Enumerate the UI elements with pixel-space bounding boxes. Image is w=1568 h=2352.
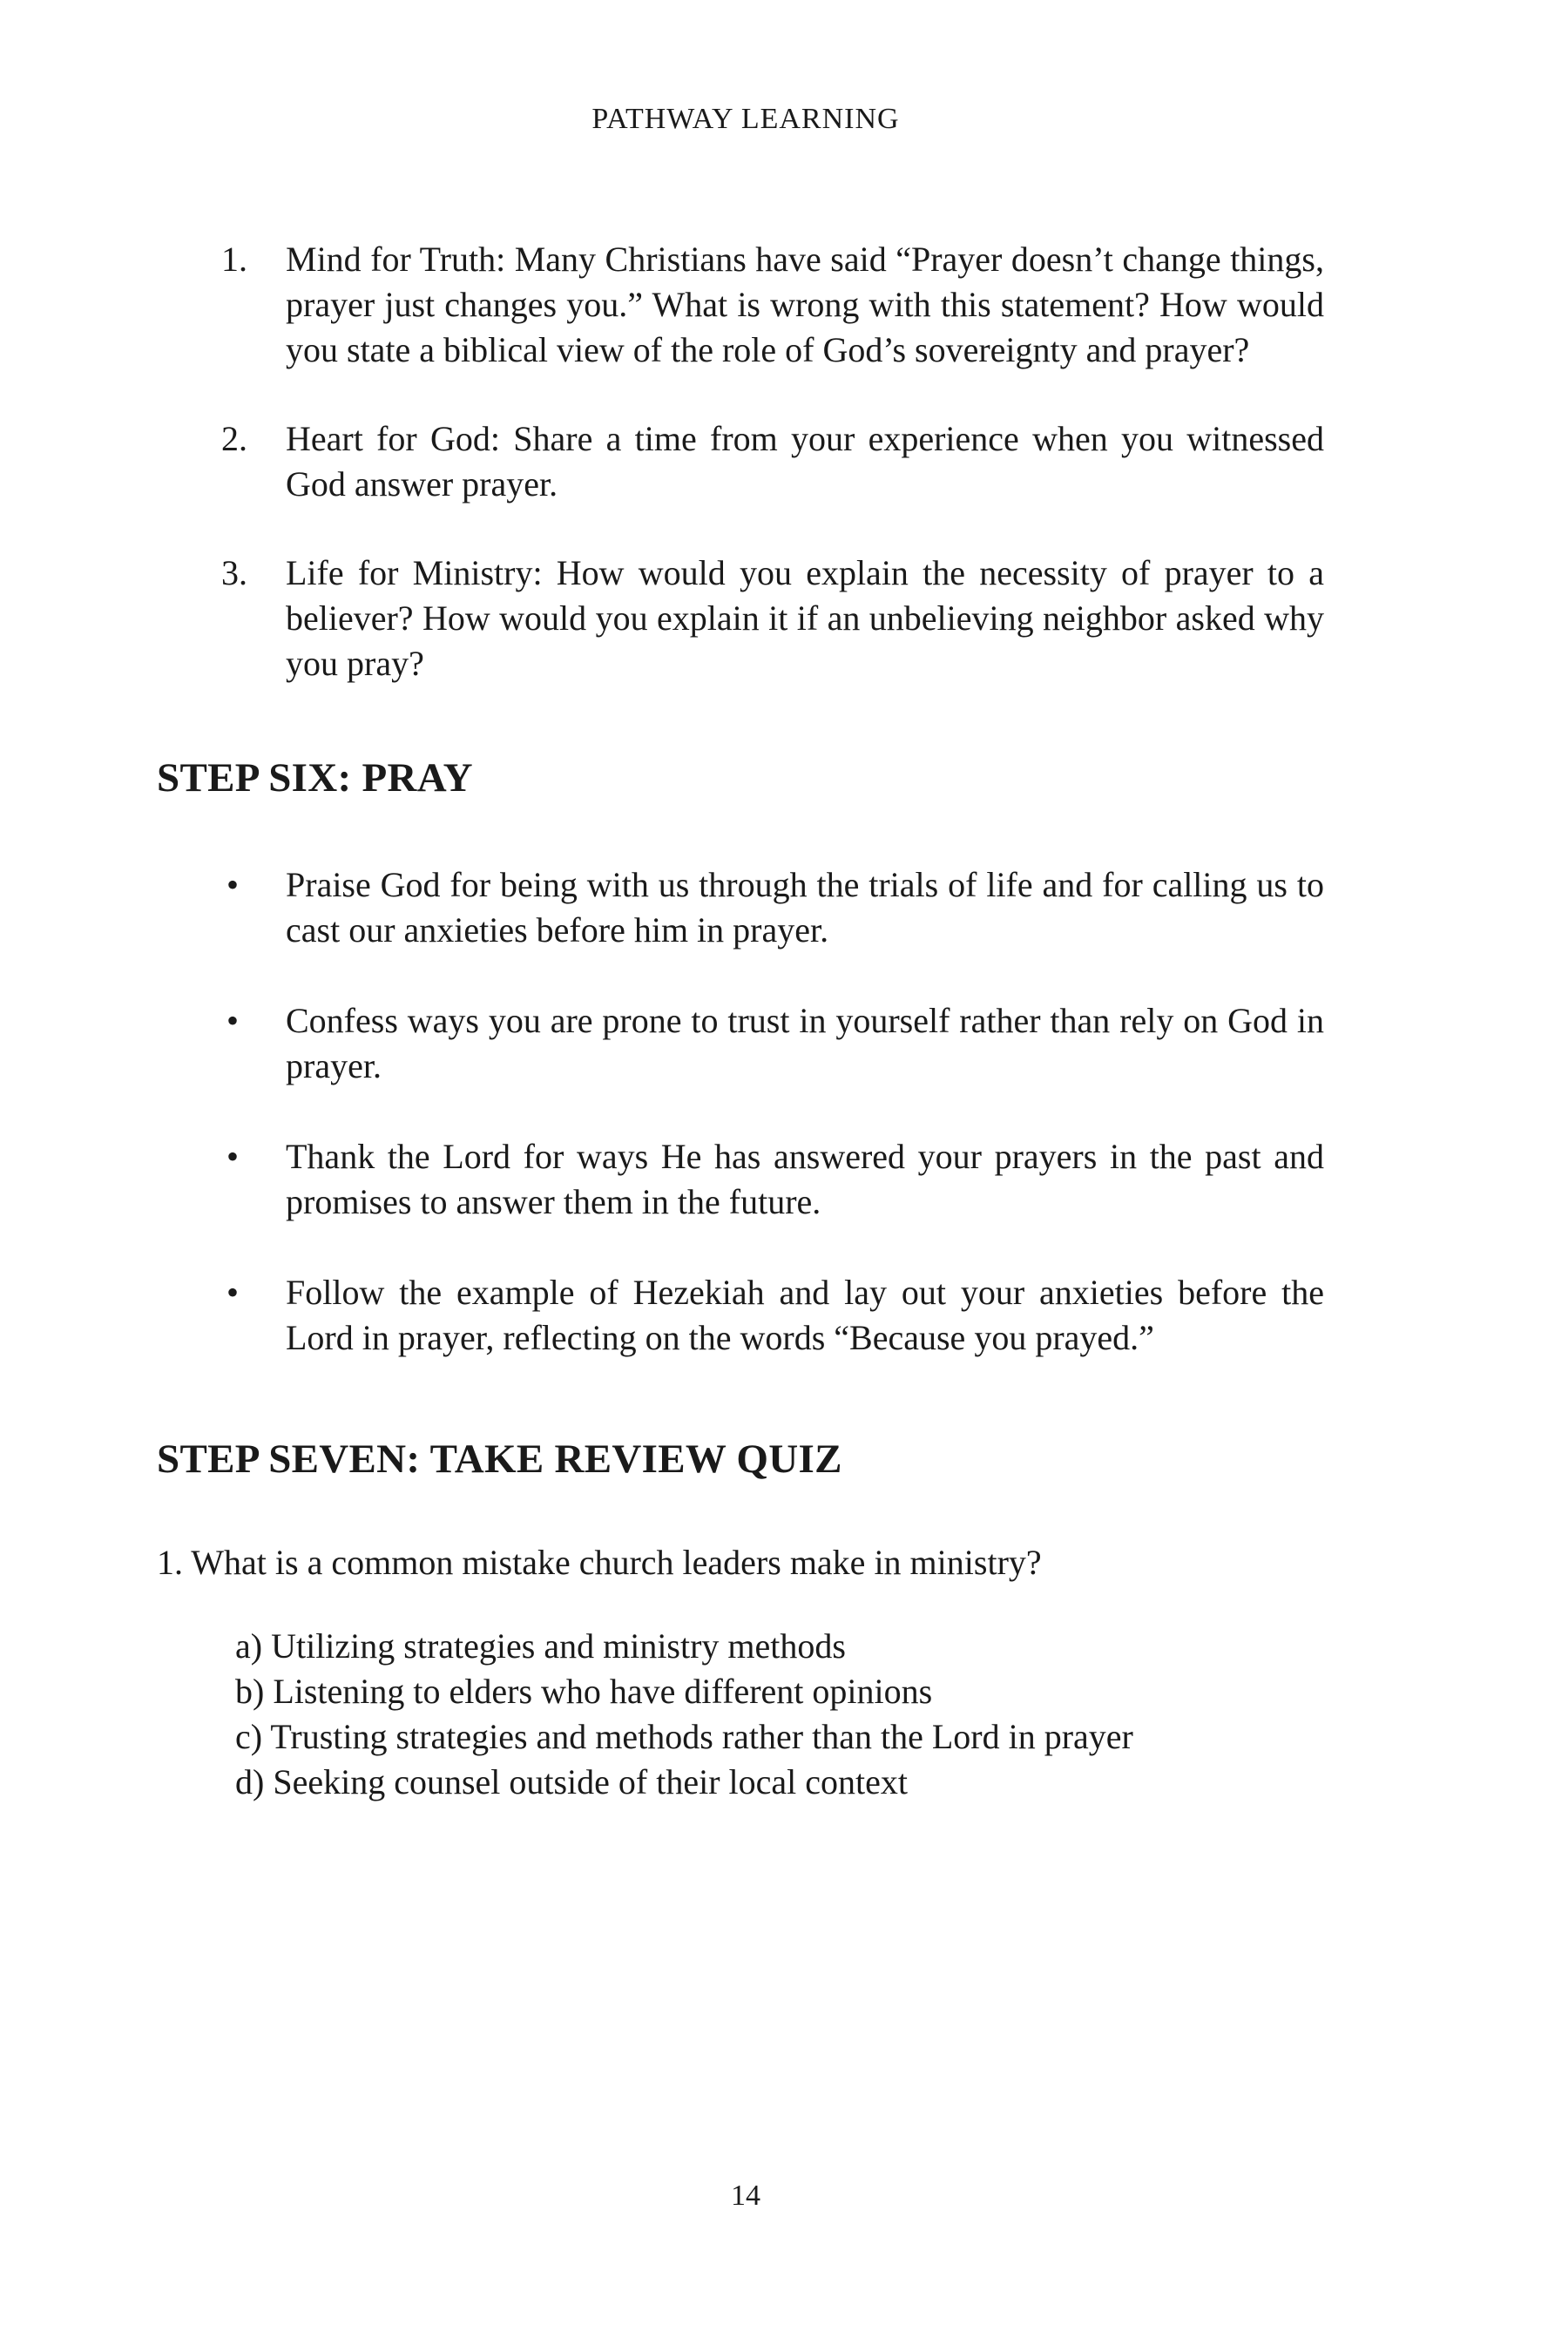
prayer-points bbox=[157, 862, 1324, 1361]
step-six-heading: STEP SIX: PRAY bbox=[157, 755, 473, 801]
prayer-point bbox=[157, 998, 1324, 1089]
bullet-icon: • bbox=[226, 1273, 240, 1312]
running-head: PATHWAY LEARNING bbox=[591, 103, 900, 135]
prayer-point-text: Confess ways you are prone to trust in yourself rather than rely on God in prayer. bbox=[286, 1001, 1324, 1085]
question-number: 1. bbox=[221, 240, 247, 279]
question-text: Heart for God: Share a time from your experience when you witnessed God answer prayer. bbox=[286, 419, 1324, 504]
bullet-icon: • bbox=[226, 1137, 240, 1176]
question-number: 3. bbox=[221, 553, 247, 592]
prayer-point bbox=[157, 862, 1324, 953]
prayer-point-text: Follow the example of Hezekiah and lay out your anxieties before the Lord in prayer, reflecting on the words “Because you prayed.” bbox=[286, 1273, 1324, 1357]
question-text: Mind for Truth: Many Christians have said “Prayer doesn’t change things, prayer just changes you.” What is wrong with this statement? How would you state a biblical view of the role of God’s sovereignty and prayer? bbox=[286, 240, 1324, 369]
discussion-question bbox=[157, 551, 1324, 686]
page-content bbox=[157, 237, 1324, 1805]
quiz-option: b) Listening to elders who have different opinions bbox=[235, 1672, 933, 1711]
bullet-icon: • bbox=[226, 1001, 240, 1040]
question-number: 2. bbox=[221, 419, 247, 458]
prayer-point-text: Praise God for being with us through the trials of life and for calling us to cast our anxieties before him in prayer. bbox=[286, 865, 1324, 950]
prayer-point bbox=[157, 1270, 1324, 1361]
page-number: 14 bbox=[731, 2180, 760, 2212]
question-text: Life for Ministry: How would you explain the necessity of prayer to a believer? How would you explain it if an unbelieving neighbor asked why you pray? bbox=[286, 553, 1324, 683]
discussion-question bbox=[157, 237, 1324, 373]
prayer-point bbox=[157, 1134, 1324, 1225]
step-seven-heading: STEP SEVEN: TAKE REVIEW QUIZ bbox=[157, 1436, 842, 1482]
quiz-options bbox=[157, 1624, 1324, 1805]
bullet-icon: • bbox=[226, 865, 240, 904]
discussion-questions bbox=[157, 237, 1324, 686]
prayer-point-text: Thank the Lord for ways He has answered your prayers in the past and promises to answer them in the future. bbox=[286, 1137, 1324, 1221]
quiz-option: d) Seeking counsel outside of their local context bbox=[235, 1762, 909, 1801]
discussion-question bbox=[157, 416, 1324, 507]
quiz-option: c) Trusting strategies and methods rather than the Lord in prayer bbox=[235, 1717, 1133, 1756]
quiz-option: a) Utilizing strategies and ministry methods bbox=[235, 1626, 846, 1666]
quiz-question: 1. What is a common mistake church leaders make in ministry? bbox=[157, 1543, 1042, 1582]
